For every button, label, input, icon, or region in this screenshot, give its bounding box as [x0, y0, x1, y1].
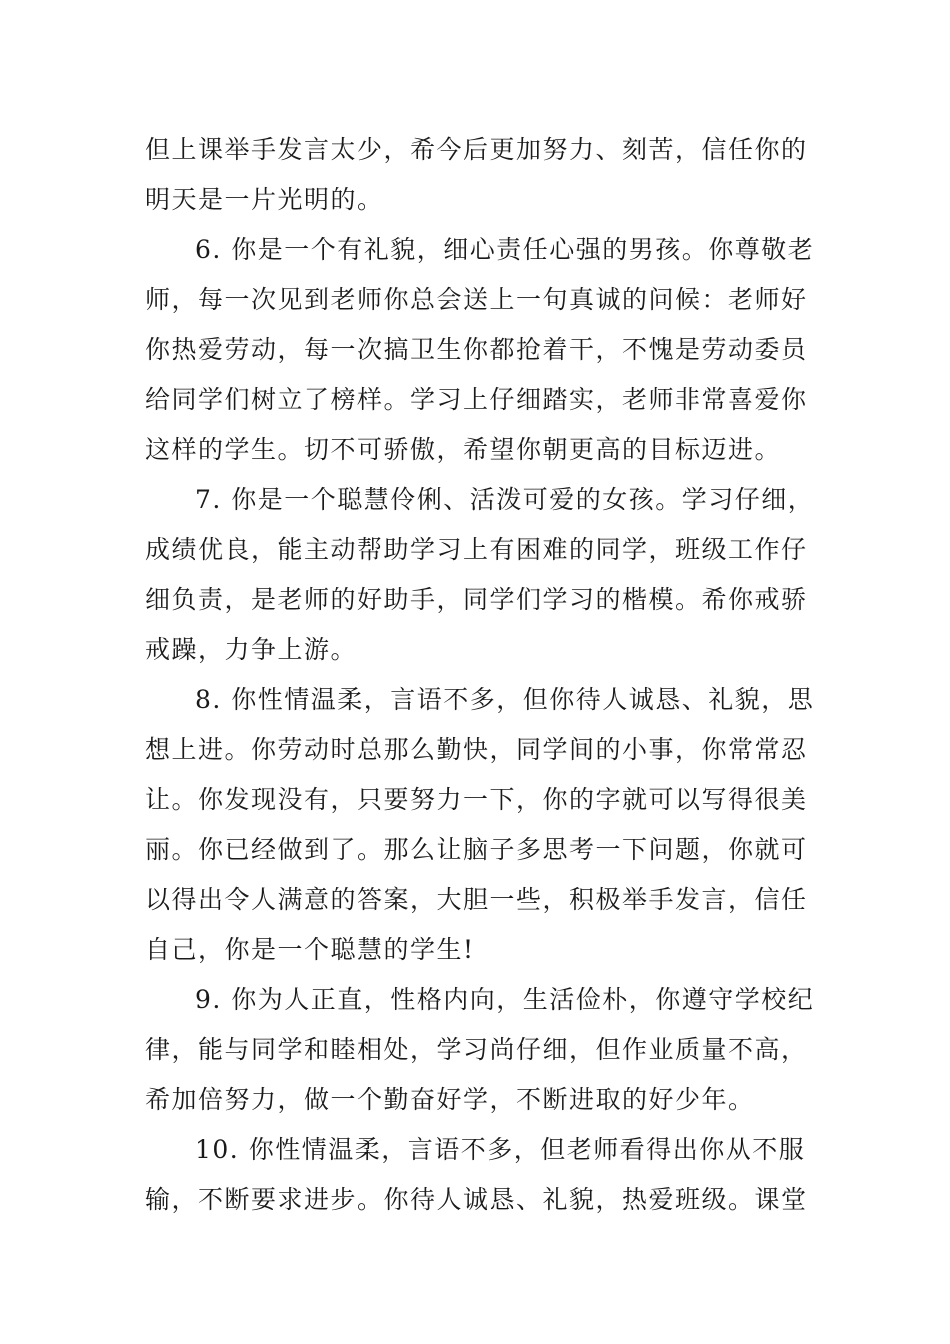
text-line: 戒躁，力争上游。	[145, 635, 358, 664]
text-line: 让。你发现没有，只要努力一下，你的字就可以写得很美	[145, 785, 808, 814]
text-line: 给同学们树立了榜样。学习上仔细踏实，老师非常喜爱你	[145, 385, 808, 414]
text-line: 你热爱劳动，每一次搞卫生你都抢着干，不愧是劳动委员	[145, 335, 808, 364]
text-line: 律，能与同学和睦相处，学习尚仔细，但作业质量不高，	[145, 1035, 808, 1064]
paragraph-start-7: 7. 你是一个聪慧伶俐、活泼可爱的女孩。学习仔细，	[195, 485, 815, 514]
text-line: 但上课举手发言太少，希今后更加努力、刻苦，信任你的	[145, 135, 808, 164]
paragraph-start-9: 9. 你为人正直，性格内向，生活俭朴，你遵守学校纪	[195, 985, 815, 1014]
paragraph-start-10: 10. 你性情温柔，言语不多，但老师看得出你从不服	[195, 1135, 806, 1164]
text-line: 明天是一片光明的。	[145, 185, 384, 214]
text-line: 成绩优良，能主动帮助学习上有困难的同学，班级工作仔	[145, 535, 808, 564]
text-line: 想上进。你劳动时总那么勤快，同学间的小事，你常常忍	[145, 735, 808, 764]
text-line: 以得出令人满意的答案，大胆一些，积极举手发言，信任	[145, 885, 808, 914]
paragraph-start-8: 8. 你性情温柔，言语不多，但你待人诚恳、礼貌，思	[195, 685, 815, 714]
text-line: 自己，你是一个聪慧的学生!	[145, 935, 475, 964]
text-line: 师，每一次见到老师你总会送上一句真诚的问候：老师好	[145, 285, 808, 314]
text-line: 输，不断要求进步。你待人诚恳、礼貌，热爱班级。课堂	[145, 1185, 808, 1214]
text-line: 细负责，是老师的好助手，同学们学习的楷模。希你戒骄	[145, 585, 808, 614]
text-line: 丽。你已经做到了。那么让脑子多思考一下问题，你就可	[145, 835, 808, 864]
text-line: 这样的学生。切不可骄傲，希望你朝更高的目标迈进。	[145, 435, 782, 464]
paragraph-start-6: 6. 你是一个有礼貌，细心责任心强的男孩。你尊敬老	[195, 235, 815, 264]
text-line: 希加倍努力，做一个勤奋好学，不断进取的好少年。	[145, 1085, 755, 1114]
